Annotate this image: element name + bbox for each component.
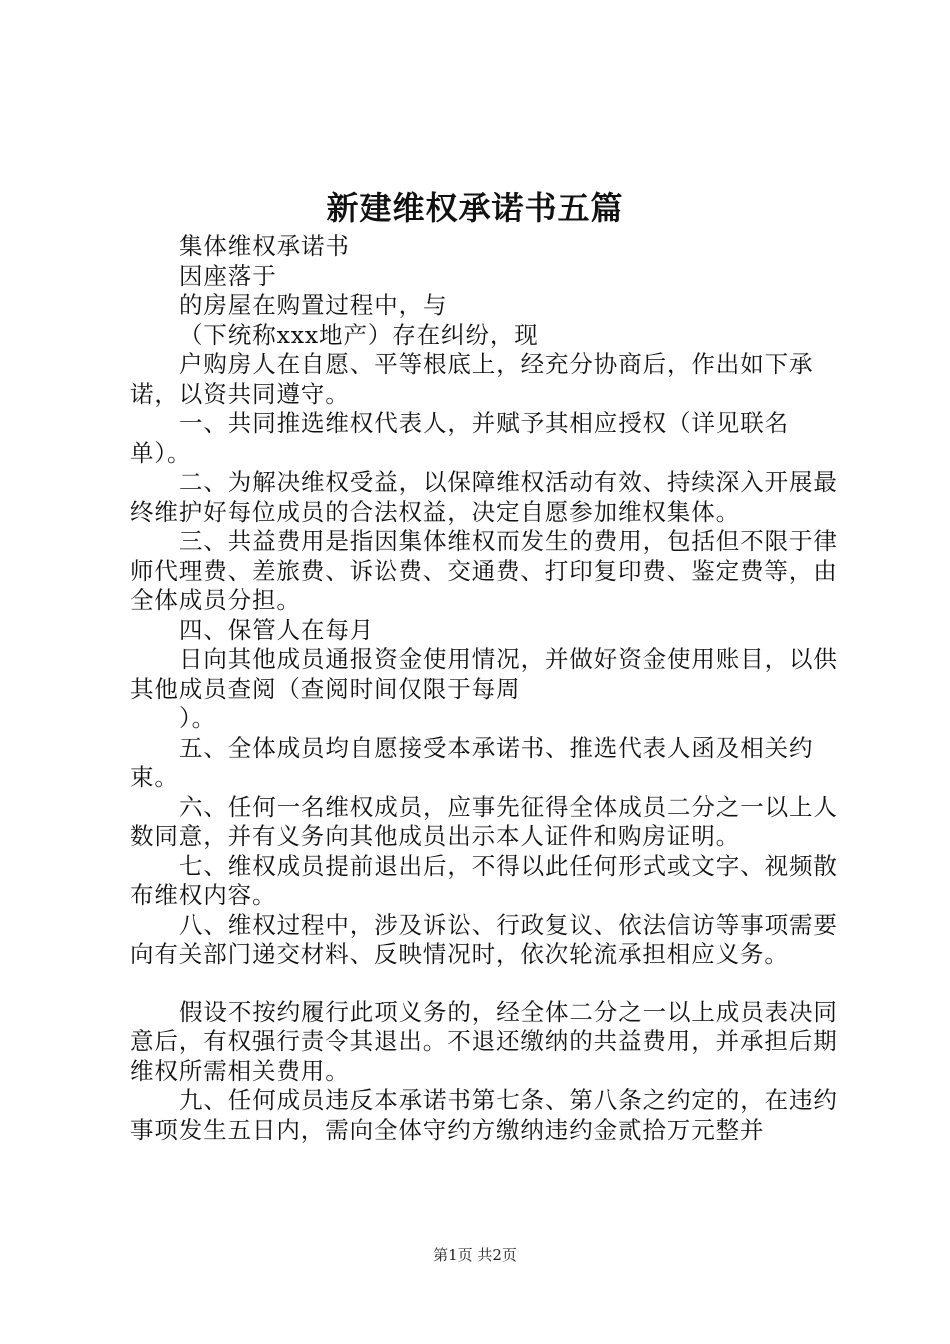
paragraph: 七、维权成员提前退出后，不得以此任何形式或文字、视频散布维权内容。 [130, 851, 838, 909]
paragraph: 一、共同推选维权代表人，并赋予其相应授权（详见联名单）。 [130, 409, 789, 467]
paragraph: ）。 [179, 704, 217, 732]
paragraph: 集体维权承诺书 [179, 232, 350, 260]
paragraph: 二、为解决维权受益，以保障维权活动有效、持续深入开展最终维护好每位成员的合法权益，决定自愿参加维权集体。 [130, 468, 838, 526]
paragraph: 六、任何一名维权成员，应事先征得全体成员二分之一以上人数同意，并有义务向其他成员出示本人证件和购房证明。 [130, 792, 838, 850]
document-title: 新建维权承诺书五篇 [326, 189, 624, 227]
paragraph: 八、维权过程中，涉及诉讼、行政复议、依法信访等事项需要向有关部门递交材料、反映情况时，依次轮流承担相应义务。 [130, 910, 838, 968]
paragraph: 日向其他成员通报资金使用情况，并做好资金使用账目，以供其他成员查阅（查阅时间仅限于每周 [130, 645, 838, 703]
paragraph: 假设不按约履行此项义务的，经全体二分之一以上成员表决同意后，有权强行责令其退出。不退还缴纳的共益费用，并承担后期维权所需相关费用。 [130, 997, 838, 1085]
page-number-footer: 第1页 共2页 [433, 1246, 517, 1264]
paragraph: 的房屋在购置过程中，与 [179, 291, 448, 319]
paragraph: 五、全体成员均自愿接受本承诺书、推选代表人函及相关约束。 [130, 733, 814, 791]
paragraph: 因座落于 [179, 261, 277, 290]
paragraph-spacer [130, 970, 840, 998]
paragraph: 九、任何成员违反本承诺书第七条、第八条之约定的，在违约事项发生五日内，需向全体守约方缴纳违约金贰拾万元整并 [130, 1086, 838, 1144]
paragraph: 四、保管人在每月 [179, 615, 375, 644]
document-body [130, 232, 840, 1145]
paragraph: 户购房人在自愿、平等根底上，经充分协商后，作出如下承诺，以资共同遵守。 [130, 350, 814, 408]
paragraph: 三、共益费用是指因集体维权而发生的费用，包括但不限于律师代理费、差旅费、诉讼费、交通费、打印复印费、鉴定费等，由全体成员分担。 [130, 527, 838, 614]
paragraph: （下统称xxx地产）存在纠纷，现 [179, 320, 539, 349]
